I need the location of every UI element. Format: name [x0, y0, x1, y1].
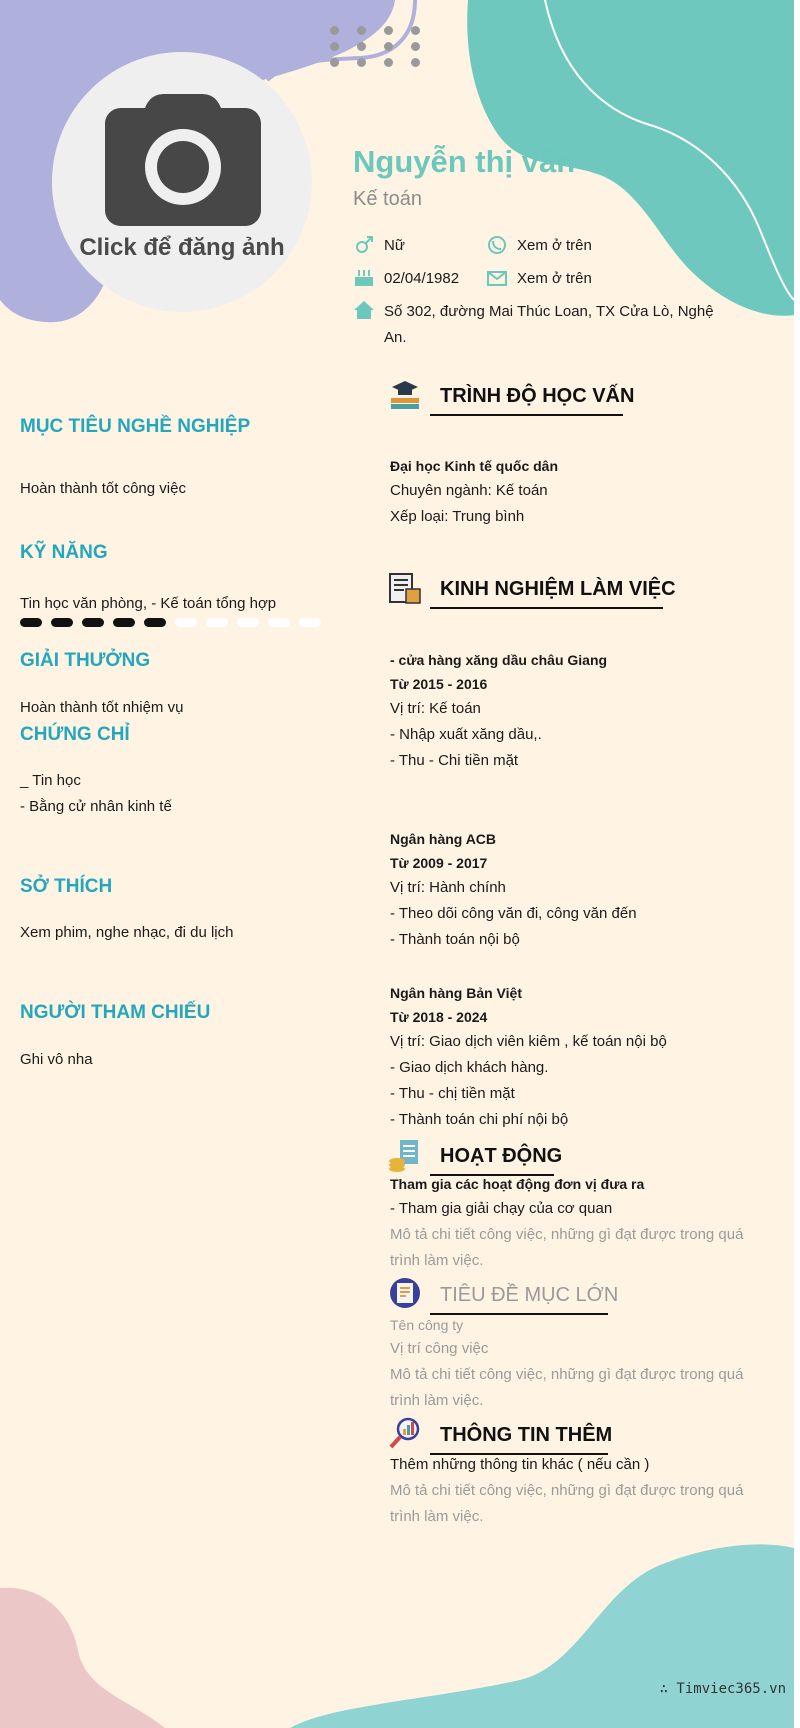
certificate-item[interactable]: - Bằng cử nhân kinh tế — [20, 798, 172, 815]
skill-level-bar — [20, 617, 320, 629]
education-major[interactable]: Chuyên ngành: Kế toán — [390, 482, 548, 499]
birthday-value[interactable]: 02/04/1982 — [384, 270, 460, 287]
gender-icon — [353, 234, 375, 256]
education-grade[interactable]: Xếp loại: Trung bình — [390, 508, 525, 525]
custom-heading: TIÊU ĐỀ MỤC LỚN — [440, 1284, 619, 1306]
extra-line[interactable]: Thêm những thông tin khác ( nếu cần ) — [390, 1456, 650, 1473]
job-period[interactable]: Từ 2018 - 2024 — [390, 1009, 488, 1025]
objective-heading: MỤC TIÊU NGHỀ NGHIỆP — [20, 416, 251, 437]
address-line-1[interactable]: Số 302, đường Mai Thúc Loan, TX Cửa Lò, Nghệ — [384, 303, 714, 320]
custom-company[interactable]: Tên công ty — [390, 1317, 464, 1333]
job-detail[interactable]: - Thành toán nội bộ — [390, 931, 520, 948]
email-value[interactable]: Xem ở trên — [517, 270, 592, 287]
teal-bottom-blob — [290, 1544, 794, 1728]
email-icon — [486, 267, 508, 289]
gender-value[interactable]: Nữ — [384, 237, 405, 254]
coins-calculator-icon — [388, 1138, 422, 1172]
job-detail[interactable]: - Thành toán chi phí nội bộ — [390, 1111, 569, 1128]
activity-detail[interactable]: - Tham gia giải chạy của cơ quan — [390, 1200, 613, 1217]
job-detail[interactable]: Vị trí: Giao dịch viên kiêm , kế toán nội bộ — [390, 1033, 667, 1050]
job-company[interactable]: - cửa hàng xăng dầu châu Giang — [390, 652, 608, 668]
magnifier-chart-icon — [388, 1416, 422, 1450]
camera-icon — [105, 90, 261, 226]
birthday-cake-icon — [353, 266, 375, 288]
heading-underline — [430, 414, 623, 416]
objective-text[interactable]: Hoàn thành tốt công việc — [20, 480, 186, 497]
heading-underline — [430, 607, 663, 609]
job-detail[interactable]: - Thu - chị tiền mặt — [390, 1085, 515, 1102]
photo-label: Click để đăng ảnh — [79, 234, 285, 261]
address-line-2[interactable]: An. — [384, 329, 407, 346]
job-detail[interactable]: Vị trí: Kế toán — [390, 700, 481, 717]
dot-pattern — [330, 24, 426, 68]
job-detail[interactable]: - Theo dõi công văn đi, công văn đến — [390, 905, 637, 922]
job-period[interactable]: Từ 2015 - 2016 — [390, 676, 488, 692]
job-period[interactable]: Từ 2009 - 2017 — [390, 855, 488, 871]
certificate-item[interactable]: _ Tin học — [20, 772, 81, 789]
job-company[interactable]: Ngân hàng ACB — [390, 831, 497, 847]
skill-name[interactable]: Tin học văn phòng, - Kế toán tổng hợp — [20, 595, 277, 612]
activity-description[interactable]: trình làm việc. — [390, 1252, 484, 1269]
hobbies-heading: SỞ THÍCH — [20, 876, 113, 897]
references-text[interactable]: Ghi vô nha — [20, 1051, 93, 1068]
references-heading: NGƯỜI THAM CHIẾU — [20, 1002, 211, 1023]
job-company[interactable]: Ngân hàng Bản Việt — [390, 985, 522, 1001]
hobbies-text[interactable]: Xem phim, nghe nhạc, đi du lịch — [20, 924, 234, 941]
job-detail[interactable]: - Thu - Chi tiền mặt — [390, 752, 519, 769]
custom-position[interactable]: Vị trí công việc — [390, 1340, 489, 1357]
education-school[interactable]: Đại học Kinh tế quốc dân — [390, 458, 559, 474]
activity-org[interactable]: Tham gia các hoạt động đơn vị đưa ra — [390, 1176, 645, 1192]
certificates-heading: CHỨNG CHỈ — [20, 724, 130, 745]
custom-description[interactable]: Mô tả chi tiết công việc, những gì đạt được trong quá — [390, 1366, 744, 1383]
extra-description[interactable]: trình làm việc. — [390, 1508, 484, 1525]
phone-value[interactable]: Xem ở trên — [517, 237, 592, 254]
awards-text[interactable]: Hoàn thành tốt nhiệm vụ — [20, 699, 184, 716]
full-name[interactable]: Nguyễn thị vân — [353, 144, 576, 179]
job-title[interactable]: Kế toán — [353, 188, 422, 210]
graduation-cap-icon — [388, 378, 422, 412]
watermark: ∴ Timviec365.vn — [659, 1681, 786, 1697]
awards-heading: GIẢI THƯỞNG — [20, 650, 151, 671]
job-detail[interactable]: - Giao dịch khách hàng. — [390, 1059, 549, 1076]
extra-description[interactable]: Mô tả chi tiết công việc, những gì đạt được trong quá — [390, 1482, 744, 1499]
activity-description[interactable]: Mô tả chi tiết công việc, những gì đạt được trong quá — [390, 1226, 744, 1243]
custom-description[interactable]: trình làm việc. — [390, 1392, 484, 1409]
skills-heading: KỸ NĂNG — [20, 542, 108, 563]
pink-blob — [0, 1588, 165, 1728]
work-experience-icon — [388, 571, 422, 605]
document-icon — [388, 1276, 422, 1310]
experience-heading: KINH NGHIỆM LÀM VIỆC — [440, 578, 676, 600]
job-detail[interactable]: - Nhập xuất xăng dầu,. — [390, 726, 542, 743]
education-heading: TRÌNH ĐỘ HỌC VẤN — [440, 385, 635, 407]
activities-heading: HOẠT ĐỘNG — [440, 1145, 563, 1167]
job-detail[interactable]: Vị trí: Hành chính — [390, 879, 506, 896]
home-icon — [353, 299, 375, 321]
extra-heading: THÔNG TIN THÊM — [440, 1424, 613, 1446]
phone-icon — [486, 234, 508, 256]
photo-upload-button[interactable] — [52, 52, 312, 312]
